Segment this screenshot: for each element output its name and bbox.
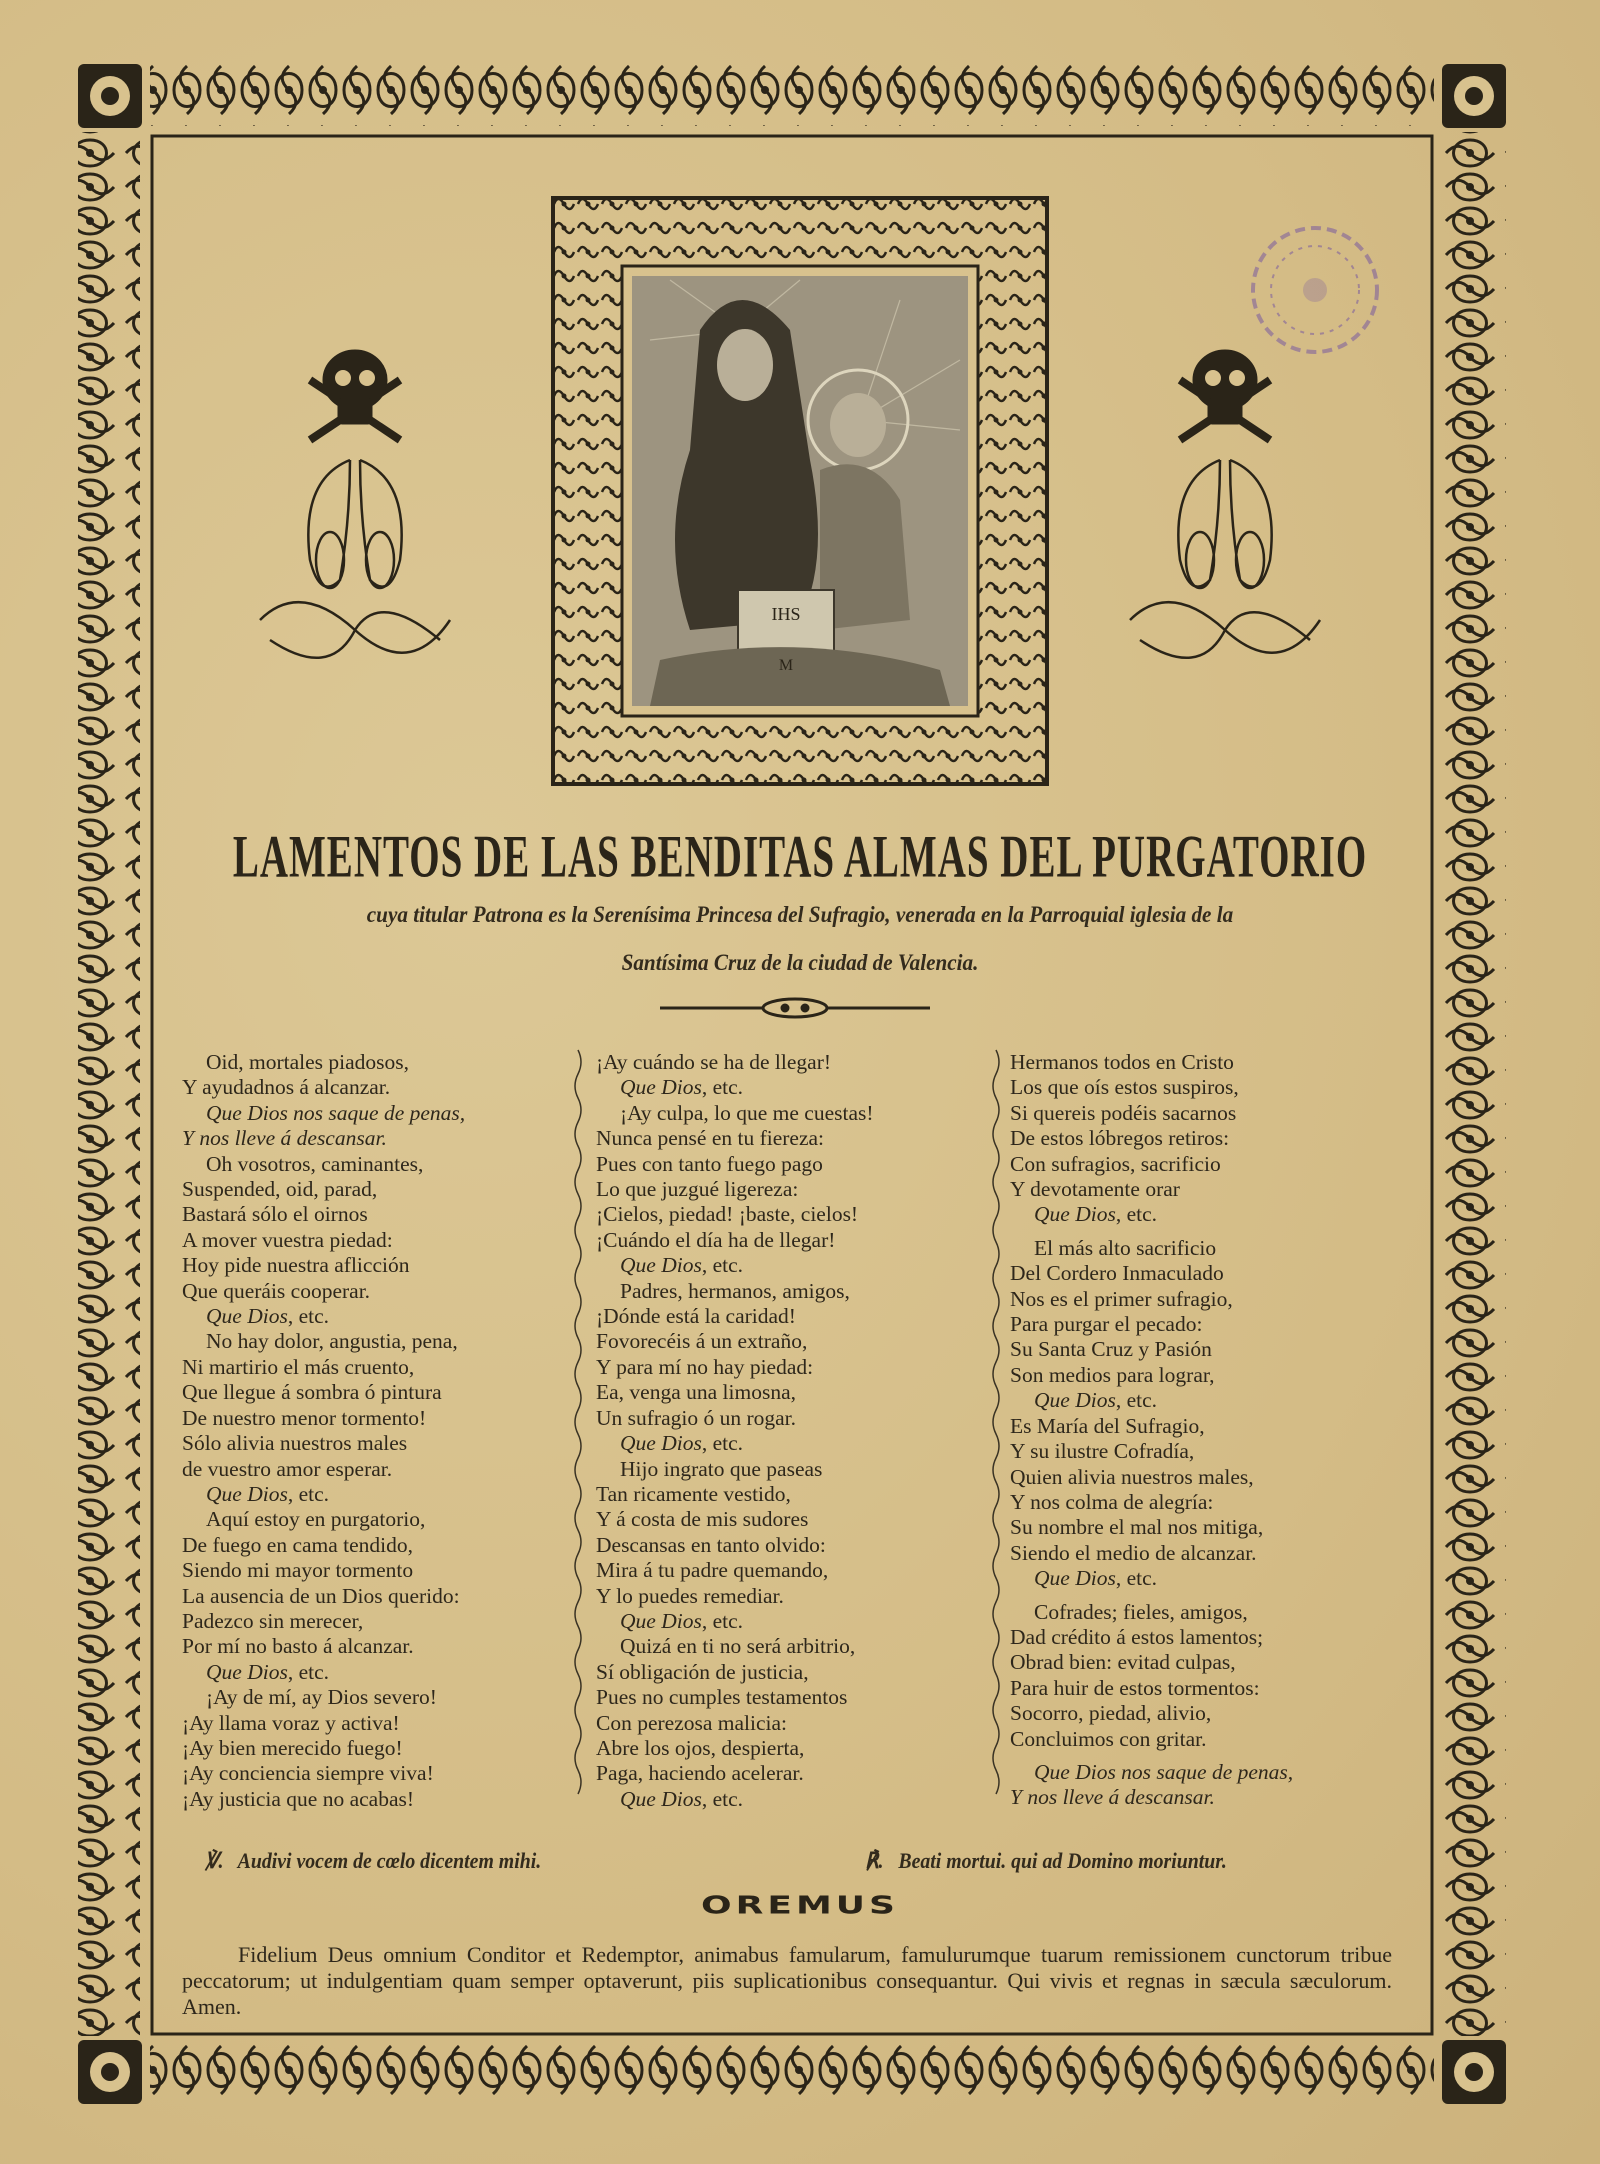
verse-line [1010,1490,1293,1515]
verse-line [1010,1050,1293,1075]
verse-text: Para huir de estos tormentos: [1010,1675,1260,1700]
verse-line [596,1406,874,1431]
verse-line [182,1558,465,1583]
verse-line [1010,1760,1293,1785]
verse-text: ¡Cielos, piedad! ¡baste, cielos! [596,1202,859,1227]
verse-text: Que llegue á sombra ó pintura [182,1380,442,1405]
verse-text: Bastará sólo el oirnos [182,1202,368,1227]
parish-stamp [1253,228,1377,352]
verse-line [182,1253,465,1278]
verse-line [596,1202,874,1227]
verse-text: Del Cordero Inmaculado [1010,1261,1224,1286]
verse-line [1010,1363,1293,1388]
verse-text: Y ayudadnos á alcanzar. [182,1075,391,1100]
verse-line [1010,1625,1293,1650]
verse-line [596,1380,874,1405]
verse-line [1010,1312,1293,1337]
verse-text: Y á costa de mis sudores [596,1507,809,1532]
verse-line [1010,1701,1293,1726]
verse-line [596,1253,874,1278]
verse-text: , etc. [701,1786,743,1811]
verse-text: , etc. [287,1304,329,1329]
verse-text: , etc. [1115,1388,1157,1413]
verse-text: Por mí no basto á alcanzar. [182,1634,414,1659]
verse-line [1010,1177,1293,1202]
verse-text: Suspended, oid, parad, [182,1177,378,1202]
verse-text: ¡Ay culpa, lo que me cuestas! [620,1100,874,1125]
verse-text: Lo que juzgué ligereza: [596,1177,799,1202]
verse-text: , etc. [1115,1202,1157,1227]
verse-line [182,1304,465,1329]
verse-text: Ni martirio el más cruento, [182,1354,415,1379]
refrain-italic: Que Dios [206,1659,288,1684]
verse-text: Siendo el medio de alcanzar. [1010,1540,1257,1565]
verse-text: Quizá en ti no será arbitrio, [620,1634,856,1659]
verse-column-1 [182,1050,465,1812]
verse-text: Quien alivia nuestros males, [1010,1464,1254,1489]
verse-text: Su Santa Cruz y Pasión [1010,1337,1212,1362]
verse-text: Y su ilustre Cofradía, [1010,1439,1195,1464]
verse-line [1010,1541,1293,1566]
verse-line [1010,1075,1293,1100]
verse-line [182,1711,465,1736]
verse-line [596,1279,874,1304]
verse-line [596,1685,874,1710]
verse-text: , etc. [1115,1566,1157,1591]
verse-text: Padres, hermanos, amigos, [620,1278,850,1303]
verse-text: El más alto sacrificio [1034,1235,1217,1260]
closing-prayer: Fidelium Deus omnium Conditor et Redemptor, animabus famularum, famulurumque tuarum remissionem cunctorum tribue peccatorum; ut indulgentiam quam semper optaverunt, piis suplicationibus consequantur. Qui vivis et regnas in sæcula sæculorum. Amen. [182,1942,1392,2019]
verse-text: , etc. [701,1608,743,1633]
verse-line [596,1152,874,1177]
subtitle-line-2: Santísima Cruz de la ciudad de Valencia. [621,950,979,975]
verse-text: ¡Ay cuándo se ha de llegar! [596,1050,832,1074]
verse-line [596,1304,874,1329]
verse-line [596,1075,874,1100]
verse-text: , etc. [701,1253,743,1278]
verse-line [182,1533,465,1558]
verse-line [596,1228,874,1253]
verse-text: Dad crédito á estos lamentos; [1010,1624,1264,1649]
verse-line [1010,1785,1293,1810]
verse-line [182,1507,465,1532]
verse-text: ¡Ay bien merecido fuego! [182,1735,403,1760]
verse-text: Los que oís estos suspiros, [1010,1075,1239,1100]
verse-line [182,1787,465,1812]
verse-text: Y nos lleve á descansar. [182,1126,387,1151]
page-title: LAMENTOS DE LAS BENDITAS ALMAS DEL PURGATORIO [232,823,1368,891]
verse-line [596,1050,874,1075]
verse-text: ¡Dónde está la caridad! [596,1304,796,1329]
verse-text: Oid, mortales piadosos, [206,1050,410,1074]
verse-line [182,1660,465,1685]
verse-text: , etc. [287,1481,329,1506]
verse-text: Nunca pensé en tu fiereza: [596,1126,825,1151]
verse-line [596,1177,874,1202]
verse-text: Y nos colma de alegría: [1010,1489,1214,1514]
verse-text: Nos es el primer sufragio, [1010,1286,1233,1311]
marian-monogram: M [778,657,794,674]
verse-line [182,1406,465,1431]
verse-text: Mira á tu padre quemando, [596,1558,829,1583]
verse-line [596,1329,874,1354]
verse-line [596,1533,874,1558]
verse-text: Que Dios nos saque de penas, [206,1100,466,1125]
verse-text: Pues con tanto fuego pago [596,1151,823,1176]
verse-line [596,1761,874,1786]
versicle [205,1848,541,1874]
verse-text: Si quereis podéis sacarnos [1010,1100,1237,1125]
verse-line [596,1482,874,1507]
verse-text: Paga, haciendo acelerar. [596,1761,804,1786]
verse-line [182,1177,465,1202]
verse-line [596,1431,874,1456]
refrain-italic: Que Dios [620,1253,702,1278]
verse-line [1010,1337,1293,1362]
verse-text: La ausencia de un Dios querido: [182,1583,460,1608]
verse-line [1010,1676,1293,1701]
verse-line [1010,1152,1293,1177]
verse-text: de vuestro amor esperar. [182,1456,393,1481]
verse-text: , etc. [287,1659,329,1684]
skull-crossbones-left-icon [310,350,400,440]
verse-text: Hermanos todos en Cristo [1010,1050,1234,1074]
versicle-mark: ℣. [205,1848,224,1873]
verse-text: Un sufragio ó un rogar. [596,1405,797,1430]
verse-text: Sí obligación de justicia, [596,1659,809,1684]
verse-text: Tan ricamente vestido, [596,1481,791,1506]
verse-line [1010,1101,1293,1126]
versicle-text: Audivi vocem de cœlo dicentem mihi. [237,1848,542,1873]
verse-text: Hijo ingrato que paseas [620,1456,823,1481]
refrain-italic: Que Dios [1034,1388,1116,1413]
verse-line [182,1482,465,1507]
verse-line [182,1457,465,1482]
refrain-italic: Que Dios [620,1075,702,1100]
verse-line [596,1609,874,1634]
verse-line [1010,1650,1293,1675]
refrain-italic: Que Dios [1034,1202,1116,1227]
verse-text: Con perezosa malicia: [596,1710,788,1735]
verse-text: ¡Ay conciencia siempre viva! [182,1761,434,1786]
refrain-italic: Que Dios [620,1608,702,1633]
verse-text: De estos lóbregos retiros: [1010,1126,1230,1151]
verse-text: A mover vuestra piedad: [182,1227,393,1252]
verse-line [182,1329,465,1354]
verse-line [182,1126,465,1151]
verse-text: Hoy pide nuestra aflicción [182,1253,410,1278]
verse-line [1010,1439,1293,1464]
verse-line [182,1228,465,1253]
verse-text: Fovorecéis á un extraño, [596,1329,808,1354]
verse-text: De fuego en cama tendido, [182,1532,414,1557]
verse-text: Y lo puedes remediar. [596,1583,784,1608]
column-divider [575,1050,581,1794]
verse-line [182,1202,465,1227]
verse-line [182,1152,465,1177]
refrain-italic: Que Dios [206,1481,288,1506]
verse-line [182,1736,465,1761]
verse-line [596,1126,874,1151]
flourish-right [1130,460,1320,658]
column-divider [993,1050,999,1794]
verse-text: Concluimos con gritar. [1010,1726,1207,1751]
response-text: Beati mortui. qui ad Domino moriuntur. [898,1848,1227,1873]
response [865,1848,1227,1874]
verse-line [1010,1236,1293,1261]
verse-line [596,1558,874,1583]
oremus-heading: OREMUS [701,1891,899,1920]
verse-line [182,1609,465,1634]
verse-line [596,1457,874,1482]
verse-line [182,1101,465,1126]
verse-line [182,1761,465,1786]
title-ornament [660,999,930,1017]
verse-text: ¡Ay justicia que no acabas! [182,1786,415,1811]
verse-text: , etc. [701,1431,743,1456]
verse-line [182,1279,465,1304]
verse-column-3 [1010,1050,1293,1811]
verse-column-2 [596,1050,874,1812]
verse-text: Descansas en tanto olvido: [596,1532,826,1557]
verse-text: De nuestro menor tormento! [182,1405,427,1430]
flourish-left [260,460,450,658]
verse-text: Son medios para lograr, [1010,1362,1215,1387]
verse-text: Padezco sin merecer, [182,1608,364,1633]
verse-text: Que Dios nos saque de penas, [1034,1759,1294,1784]
verse-text: Obrad bien: evitad culpas, [1010,1650,1236,1675]
verse-line [1010,1727,1293,1752]
verse-text: Que queráis cooperar. [182,1278,371,1303]
verse-line [596,1711,874,1736]
verse-line [182,1584,465,1609]
verse-text: Su nombre el mal nos mitiga, [1010,1515,1264,1540]
verse-text: Y devotamente orar [1010,1177,1180,1202]
verse-text: Sólo alivia nuestros males [182,1431,408,1456]
verse-text: Y para mí no hay piedad: [596,1354,814,1379]
verse-text: Aquí estoy en purgatorio, [206,1507,426,1532]
verse-text: Ea, venga una limosna, [596,1380,797,1405]
verse-line [1010,1566,1293,1591]
subtitle-line-1: cuya titular Patrona es la Serenísima Princesa del Sufragio, venerada en la Parroquial iglesia de la [366,902,1234,927]
verse-text: Para purgar el pecado: [1010,1312,1203,1337]
verse-text: , etc. [701,1075,743,1100]
verse-text: Cofrades; fieles, amigos, [1034,1599,1248,1624]
verse-line [182,1431,465,1456]
refrain-italic: Que Dios [1034,1566,1116,1591]
verse-line [1010,1600,1293,1625]
verse-text: Abre los ojos, despierta, [596,1735,805,1760]
verse-line [182,1380,465,1405]
verse-line [1010,1515,1293,1540]
refrain-italic: Que Dios [620,1786,702,1811]
verse-line [182,1355,465,1380]
verse-line [596,1584,874,1609]
verse-line [596,1101,874,1126]
verse-line [1010,1388,1293,1413]
verse-line [1010,1414,1293,1439]
verse-text: Y nos lleve á descansar. [1010,1785,1215,1810]
verse-text: ¡Ay de mí, ay Dios severo! [206,1685,437,1710]
verse-text: ¡Ay llama voraz y activa! [182,1710,400,1735]
verse-line [1010,1287,1293,1312]
verse-line [1010,1202,1293,1227]
verse-line [1010,1465,1293,1490]
verse-line [596,1507,874,1532]
verse-line [182,1634,465,1659]
verse-line [1010,1126,1293,1151]
skull-crossbones-right-icon [1180,350,1270,440]
verse-text: Es María del Sufragio, [1010,1413,1205,1438]
verse-line [596,1660,874,1685]
verse-line [1010,1261,1293,1286]
verse-line [182,1075,465,1100]
verse-line [596,1736,874,1761]
ihs-monogram: IHS [771,604,801,624]
verse-line [596,1634,874,1659]
verse-text: ¡Cuándo el día ha de llegar! [596,1227,836,1252]
refrain-italic: Que Dios [620,1431,702,1456]
verse-text: Pues no cumples testamentos [596,1685,848,1710]
verse-text: Socorro, piedad, alivio, [1010,1701,1212,1726]
verse-line [596,1787,874,1812]
verse-line [182,1685,465,1710]
verse-line [182,1050,465,1075]
refrain-italic: Que Dios [206,1304,288,1329]
verse-text: Siendo mi mayor tormento [182,1558,414,1583]
verse-line [596,1355,874,1380]
verse-text: Con sufragios, sacrificio [1010,1151,1221,1176]
verse-text: No hay dolor, angustia, pena, [206,1329,458,1354]
verse-text: Oh vosotros, caminantes, [206,1151,424,1176]
response-mark: ℟. [865,1848,884,1873]
